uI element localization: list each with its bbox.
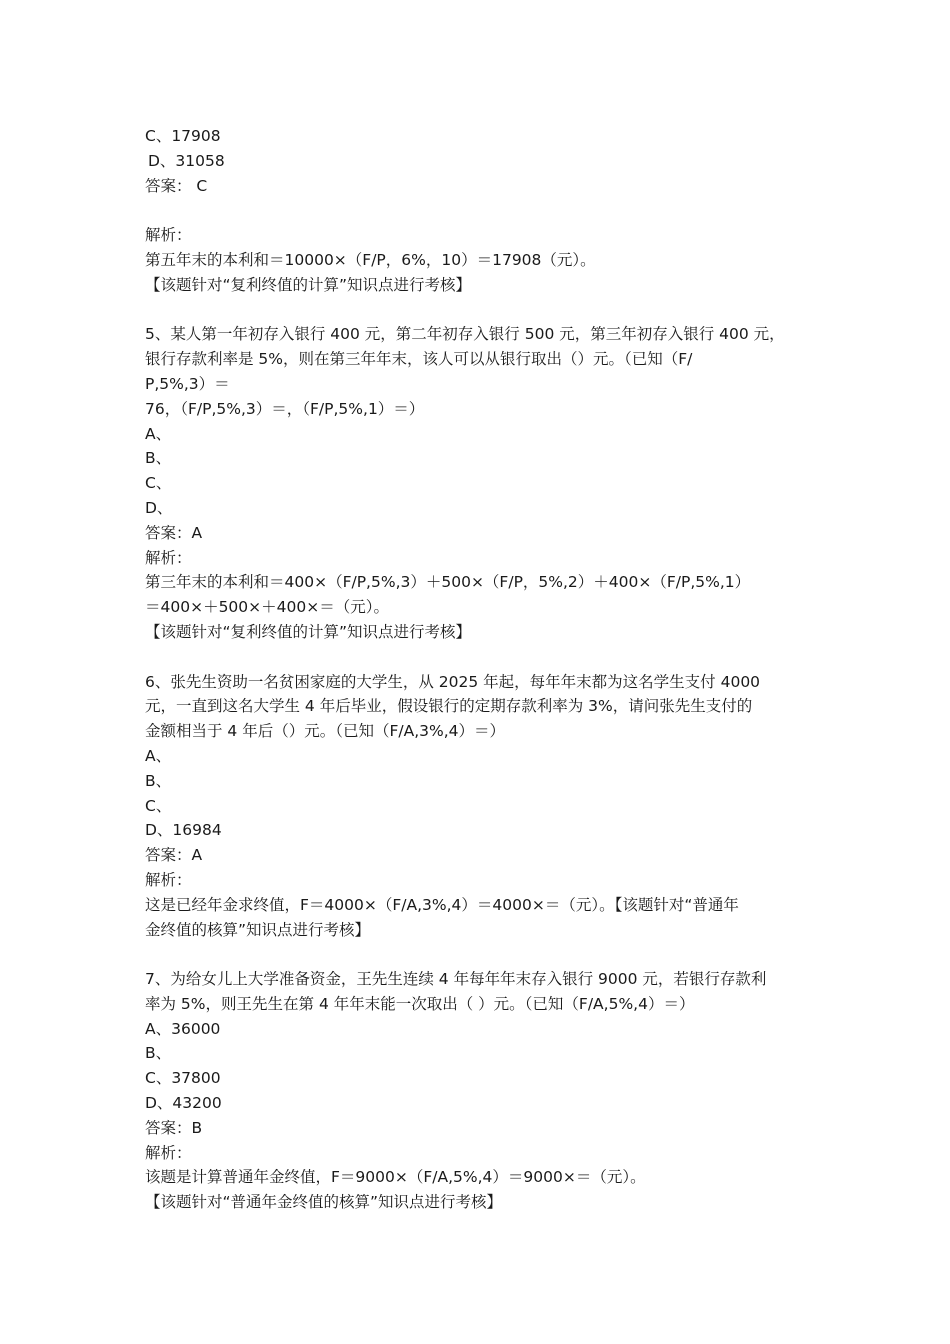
text-line: D、43200: [145, 1094, 222, 1113]
text-line: A、: [145, 424, 172, 443]
text-line: 答案：B: [145, 1118, 203, 1137]
text-line: D、31058: [148, 151, 225, 170]
text-line: C、17908: [145, 127, 221, 145]
blank-line: [145, 298, 825, 323]
text-line: ＝400×＋500×＋400×＝（元）。: [145, 598, 389, 617]
text-line: 答案：A: [145, 523, 203, 542]
text-line: 5、某人第一年初存入银行 400 元，第二年初存入银行 500 元，第三年初存入银行 400 元，: [145, 325, 785, 344]
text-line: 答案： C: [145, 176, 208, 195]
text-line: 第三年末的本利和＝400×（F/P,5%,3）＋500×（F/P，5%,2）＋400×（F/P,5%,1）: [145, 573, 751, 592]
text-line: B、: [145, 449, 172, 468]
text-line: 6、张先生资助一名贫困家庭的大学生，从 2025 年起，每年年末都为这名学生支付 4000: [145, 672, 761, 691]
text-line: 【该题针对“普通年金终值的核算”知识点进行考核】: [145, 1193, 503, 1212]
text-line: 解析：: [145, 548, 192, 567]
text-line: 金额相当于 4 年后（）元。（已知（F/A,3%,4）＝）: [145, 722, 506, 741]
text-line: 解析：: [145, 226, 192, 245]
text-line: 答案：A: [145, 846, 203, 865]
text-line: D、: [145, 498, 173, 517]
text-line: 解析：: [145, 870, 192, 889]
text-line: 率为 5%，则王先生在第 4 年年末能一次取出（ ）元。（已知（F/A,5%,4）＝）: [145, 994, 695, 1013]
blank-line: [145, 645, 825, 670]
text-line: 【该题针对“复利终值的计算”知识点进行考核】: [145, 275, 472, 294]
text-line: 金终值的核算”知识点进行考核】: [145, 920, 371, 939]
blank-line: [145, 942, 825, 967]
text-line: 元，一直到这名大学生 4 年后毕业，假设银行的定期存款利率为 3%，请问张先生支付的: [145, 697, 753, 716]
text-line: P,5%,3）＝: [145, 374, 230, 393]
text-line: A、36000: [145, 1019, 221, 1038]
text-line: C、37800: [145, 1069, 221, 1088]
text-line: 第五年末的本利和＝10000×（F/P，6%，10）＝17908（元）。: [145, 250, 596, 269]
text-line: 该题是计算普通年金终值，F＝9000×（F/A,5%,4）＝9000×＝（元）。: [145, 1168, 646, 1187]
text-line: 这是已经年金求终值，F＝4000×（F/A,3%,4）＝4000×＝（元）。【该题针对“普通年: [145, 895, 739, 914]
text-line: 解析：: [145, 1143, 192, 1162]
text-line: C、: [145, 474, 172, 493]
blank-line: [145, 198, 825, 223]
document-body: [145, 124, 825, 1215]
text-line: 【该题针对“复利终值的计算”知识点进行考核】: [145, 622, 472, 641]
text-line: 76，（F/P,5%,3）＝，（F/P,5%,1）＝）: [145, 399, 425, 418]
text-line: C、: [145, 796, 172, 815]
text-line: A、: [145, 746, 172, 765]
text-line: 银行存款利率是 5%，则在第三年年末，该人可以从银行取出（）元。（已知（F/: [145, 350, 693, 369]
text-line: B、: [145, 1044, 172, 1063]
text-line: B、: [145, 771, 172, 790]
text-line: D、16984: [145, 821, 222, 840]
text-line: 7、为给女儿上大学准备资金，王先生连续 4 年每年年末存入银行 9000 元，若银行存款利: [145, 970, 767, 989]
